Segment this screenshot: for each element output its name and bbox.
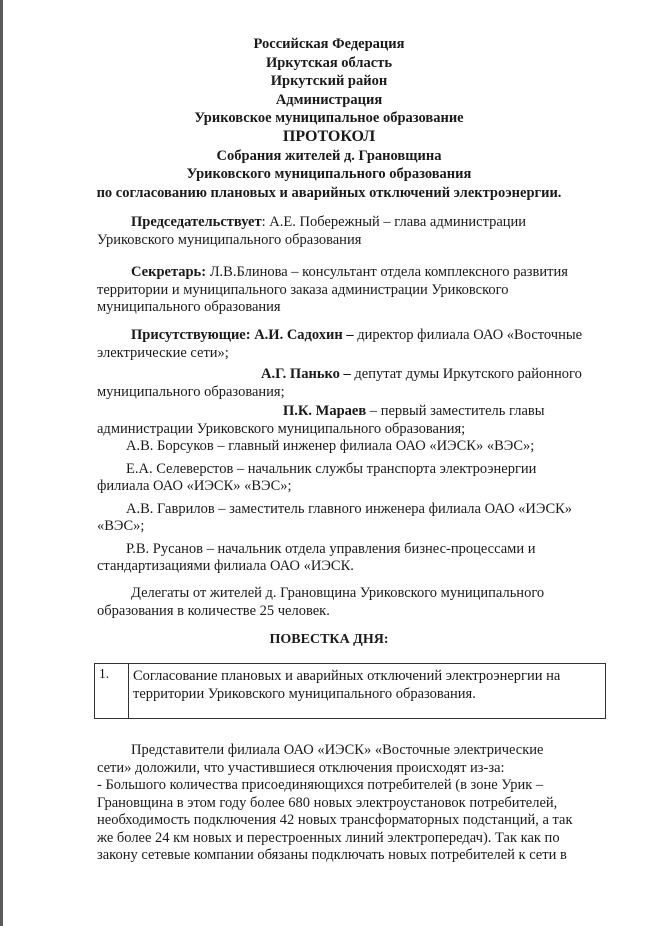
- report-paragraph: [97, 742, 614, 865]
- attendee-7-line-1: Р.В. Русанов – начальник отдела управления бизнес-процессами и: [126, 540, 536, 557]
- attendee-1-line-1: директор филиала ОАО «Восточные: [353, 327, 583, 343]
- report-line-4: Грановщина в этом году более 680 новых электроустановок потребителей,: [97, 794, 558, 811]
- agenda-table: [94, 663, 606, 719]
- attendees-paragraph: [97, 327, 614, 576]
- agenda-item-line-2: территории Уриковского муниципального образования.: [133, 686, 476, 702]
- agenda-title: ПОВЕСТКА ДНЯ:: [269, 632, 389, 647]
- header-meeting-municipality: Уриковского муниципального образования: [186, 166, 472, 183]
- secretary-line-1: Л.В.Блинова – консультант отдела комплексного развития: [206, 264, 568, 280]
- secretary-line-3: муниципального образования: [97, 299, 281, 315]
- attendee-1-line-2: электрические сети»;: [97, 344, 229, 361]
- secretary-label: Секретарь:: [131, 264, 207, 280]
- agenda-item-text: [133, 667, 601, 703]
- document-header: [0, 35, 658, 202]
- header-meeting: Собрания жителей д. Грановщина: [216, 147, 442, 164]
- attendee-3-line-1: – первый заместитель главы: [366, 403, 545, 419]
- attendee-2-line-2: муниципального образования;: [97, 383, 285, 400]
- attendee-5-line-2: филиала ОАО «ИЭСК» «ВЭС»;: [97, 478, 292, 494]
- report-line-5: необходимость подключения 42 новых трансформаторных подстанций, а так: [97, 812, 573, 828]
- report-line-2: сети» доложили, что участившиеся отключения происходят из-за:: [97, 759, 505, 776]
- attendee-4-line-1: А.В. Борсуков – главный инженер филиала ОАО «ИЭСК» «ВЭС»;: [126, 438, 535, 454]
- chair-label: Председательствует: [131, 214, 262, 230]
- header-district: Иркутский район: [270, 73, 388, 90]
- attendee-2-line-1: депутат думы Иркутского районного: [350, 366, 582, 382]
- header-subject: по согласованию плановых и аварийных отключений электроэнергии.: [96, 184, 562, 201]
- chair-line-1: А.Е. Побережный – глава администрации: [265, 214, 527, 230]
- agenda-item-number: 1.: [95, 664, 129, 718]
- chair-line-2: Уриковского муниципального образования: [97, 231, 362, 248]
- delegates-line-1: Делегаты от жителей д. Грановщина Уриковского муниципального: [131, 585, 545, 601]
- attendees-label: Присутствующие:: [131, 327, 251, 343]
- chair-paragraph: [97, 214, 614, 249]
- protocol-title: ПРОТОКОЛ: [282, 127, 376, 145]
- header-municipality: Уриковское муниципальное образование: [194, 110, 464, 127]
- attendee-3-line-2: администрации Уриковского муниципального образования;: [97, 420, 466, 437]
- header-administration: Администрация: [275, 91, 383, 108]
- agenda-item-line-1: Согласование плановых и аварийных отключений электроэнергии на: [133, 668, 561, 684]
- attendee-7-line-2: стандартизациями филиала ОАО «ИЭСК.: [97, 558, 354, 574]
- attendee-1-name: А.И. Садохин –: [250, 327, 354, 343]
- delegates-line-2: образования в количестве 25 человек.: [97, 602, 330, 619]
- header-country: Российская Федерация: [253, 36, 405, 52]
- secretary-paragraph: [97, 264, 614, 317]
- header-region: Иркутская область: [265, 54, 393, 71]
- report-line-7: закону сетевые компании обязаны подключать новых потребителей к сети в: [97, 847, 567, 863]
- report-line-6: же более 24 км новых и перестроенных линий электропередач). Так как по: [97, 829, 560, 846]
- secretary-line-2: территории и муниципального заказа администрации Уриковского: [97, 281, 509, 298]
- attendee-6-line-1: А.В. Гаврилов – заместитель главного инженера филиала ОАО «ИЭСК»: [126, 500, 573, 517]
- delegates-paragraph: [97, 585, 614, 620]
- report-line-1: Представители филиала ОАО «ИЭСК» «Восточные электрические: [131, 742, 544, 758]
- attendee-6-line-2: «ВЭС»;: [97, 518, 145, 534]
- chair-colon: :: [261, 214, 266, 230]
- attendee-3-name: П.К. Мараев: [283, 403, 367, 419]
- report-line-3: - Большого количества присоединяющихся потребителей (в зоне Урик –: [97, 777, 544, 793]
- attendee-2-name: А.Г. Панько –: [261, 366, 351, 382]
- attendee-5-line-1: Е.А. Селеверстов – начальник службы транспорта электроэнергии: [126, 460, 537, 477]
